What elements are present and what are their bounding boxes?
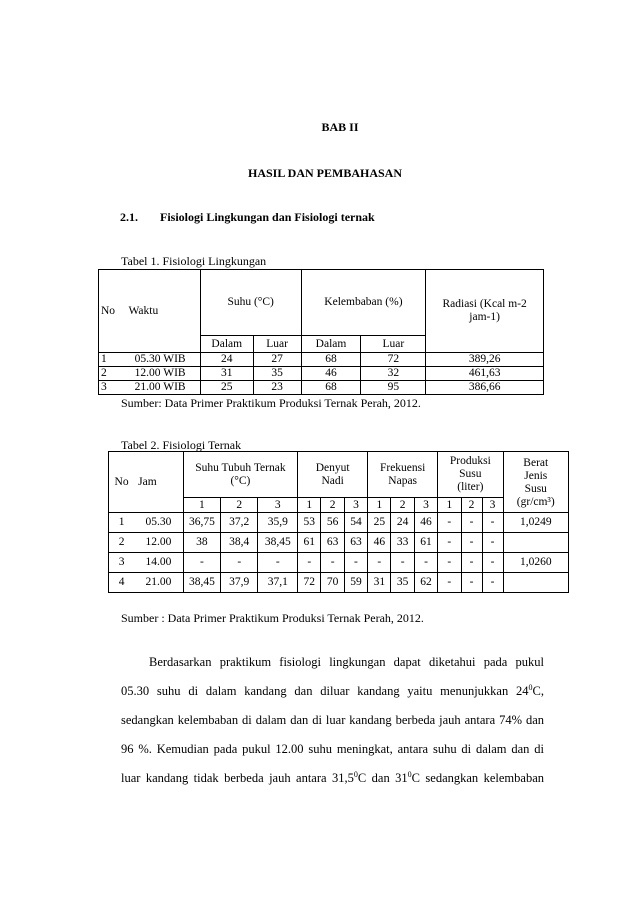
t2-header-frekuensi: Frekuensi [379, 461, 426, 474]
paragraph-line [121, 677, 544, 706]
t2-cell: - [482, 513, 503, 533]
t2-sub-header: 1 [183, 498, 220, 513]
t2-header-jam: Jam [134, 452, 183, 513]
paragraph-sup: 0 [353, 769, 358, 779]
t1-header-dalam: Dalam [301, 336, 361, 353]
t2-sub-header: 2 [391, 498, 414, 513]
t2-cell: - [461, 573, 482, 593]
t2-header-nadi: Nadi [321, 474, 344, 487]
t1-header-luar: Luar [253, 336, 301, 353]
t2-cell: - [391, 553, 414, 573]
t1-cell: 389,26 [426, 353, 544, 367]
t2-cell: 56 [321, 513, 344, 533]
table-row [99, 381, 544, 395]
t1-cell: 95 [361, 381, 426, 395]
t1-cell: 386,66 [426, 381, 544, 395]
t2-cell: 72 [298, 573, 321, 593]
t2-header-susu: Susu [459, 468, 482, 480]
t2-cell: 61 [298, 533, 321, 553]
t2-cell: 37,1 [258, 573, 298, 593]
paragraph-sup: 0 [407, 769, 412, 779]
t2-cell: 54 [344, 513, 367, 533]
table2-source: Sumber : Data Primer Praktikum Produksi Ternak Perah, 2012. [121, 611, 424, 625]
t2-cell: - [183, 553, 220, 573]
t1-cell: 21.00 WIB [120, 381, 200, 395]
t2-sub-header: 3 [482, 498, 503, 513]
t2-cell: 4 [109, 573, 135, 593]
table-row [109, 553, 569, 573]
t2-cell: 38,4 [221, 533, 258, 553]
t2-header-liter: (liter) [457, 481, 484, 493]
t1-cell: 24 [200, 353, 253, 367]
t2-cell: 37,9 [221, 573, 258, 593]
table1 [98, 269, 544, 395]
t2-cell: 46 [414, 513, 437, 533]
t2-cell: - [482, 573, 503, 593]
t1-cell: 23 [253, 381, 301, 395]
t1-header-dalam: Dalam [200, 336, 253, 353]
t1-cell: 25 [200, 381, 253, 395]
paragraph-text: 05.30 suhu di dalam kandang dan diluar kandang yaitu menunjukkan 24 [121, 684, 529, 698]
t1-cell: 05.30 WIB [120, 353, 200, 367]
t2-sub-header: 1 [438, 498, 461, 513]
t2-header-no: No [109, 452, 135, 513]
t2-cell: 63 [321, 533, 344, 553]
t2-cell: 25 [368, 513, 391, 533]
t2-header-denyut: Denyut [315, 461, 350, 474]
table2 [108, 451, 569, 593]
t2-header-suhu-tubuh [183, 452, 297, 498]
t1-cell: 68 [301, 381, 361, 395]
t2-cell: - [438, 513, 461, 533]
t2-cell: - [438, 553, 461, 573]
table-row [109, 513, 569, 533]
t2-header-gr-cm3: (gr/cm³) [516, 496, 555, 508]
paragraph-text: C dan 31 [357, 771, 408, 785]
t2-cell: 31 [368, 573, 391, 593]
t1-cell: 2 [99, 367, 121, 381]
t2-sub-header: 3 [258, 498, 298, 513]
t2-cell: 38,45 [258, 533, 298, 553]
paragraph-text: C, [532, 684, 544, 698]
t2-cell: - [461, 533, 482, 553]
paragraph-line [121, 764, 544, 793]
t1-cell: 35 [253, 367, 301, 381]
t2-header-frekuensi-napas [368, 452, 438, 498]
section-title: Fisiologi Lingkungan dan Fisiologi ternak [160, 210, 375, 224]
chapter-heading: BAB II [321, 120, 359, 134]
t2-sub-header: 2 [321, 498, 344, 513]
t1-cell: 31 [200, 367, 253, 381]
t2-cell: 46 [368, 533, 391, 553]
t2-cell: - [221, 553, 258, 573]
t2-cell: - [298, 553, 321, 573]
paragraph-line: Berdasarkan praktikum fisiologi lingkungan dapat diketahui pada pukul [149, 655, 544, 669]
table-row [109, 573, 569, 593]
t1-cell: 461,63 [426, 367, 544, 381]
paragraph-line: 96 %. Kemudian pada pukul 12.00 suhu meningkat, antara suhu di dalam dan di [121, 742, 544, 756]
t2-cell: - [461, 513, 482, 533]
t2-cell: 05.30 [134, 513, 183, 533]
paragraph-line: sedangkan kelembaban di dalam dan di luar kandang berbeda jauh antara 74% dan [121, 713, 544, 727]
t2-cell: 38,45 [183, 573, 220, 593]
t2-cell: 70 [321, 573, 344, 593]
t2-sub-header: 2 [221, 498, 258, 513]
t1-header-suhu: Suhu (°C) [200, 270, 301, 336]
paragraph-text: C sedangkan kelembaban [411, 771, 544, 785]
section-number: 2.1. [120, 210, 138, 224]
t2-header-berat: Berat [523, 457, 549, 469]
t1-header-no: No [101, 304, 116, 317]
t2-cell: - [461, 553, 482, 573]
t2-cell: 1,0249 [503, 513, 568, 533]
t1-header-radiasi: Radiasi (Kcal m-2 jam-1) [442, 298, 527, 323]
page-title: HASIL DAN PEMBAHASAN [247, 166, 403, 180]
t2-header-susu2: Susu [524, 483, 547, 495]
t2-cell: 38 [183, 533, 220, 553]
table-row [99, 353, 544, 367]
t2-cell: 37,2 [221, 513, 258, 533]
t2-cell: 62 [414, 573, 437, 593]
t2-header-jenis: Jenis [524, 470, 548, 482]
t2-header-berat-jenis [503, 452, 568, 513]
t1-header-kelembaban: Kelembaban (%) [301, 270, 426, 336]
t2-header-produksi: Produksi [449, 455, 491, 467]
t2-cell: - [482, 533, 503, 553]
t2-cell: 1,0260 [503, 553, 568, 573]
table1-caption: Tabel 1. Fisiologi Lingkungan [121, 254, 267, 268]
t2-cell: 2 [109, 533, 135, 553]
t2-header-suhu-unit: (°C) [230, 474, 251, 487]
t2-header-denyut-nadi [298, 452, 368, 498]
t1-cell: 72 [361, 353, 426, 367]
t2-header-napas: Napas [388, 474, 418, 487]
t1-cell: 68 [301, 353, 361, 367]
table2-caption: Tabel 2. Fisiologi Ternak [121, 438, 242, 452]
paragraph-text: luar kandang tidak berbeda jauh antara 31,5 [121, 771, 354, 785]
t2-cell: - [368, 553, 391, 573]
t2-cell [503, 573, 568, 593]
t2-cell: 63 [344, 533, 367, 553]
t1-cell: 27 [253, 353, 301, 367]
t1-cell: 32 [361, 367, 426, 381]
t1-cell: 1 [99, 353, 121, 367]
t2-cell: 61 [414, 533, 437, 553]
t2-sub-header: 1 [298, 498, 321, 513]
t2-cell: - [321, 553, 344, 573]
t2-cell: - [438, 573, 461, 593]
table1-source: Sumber: Data Primer Praktikum Produksi Ternak Perah, 2012. [121, 396, 421, 410]
t1-header-waktu: Waktu [120, 270, 200, 353]
table-row [109, 533, 569, 553]
t2-sub-header: 2 [461, 498, 482, 513]
t2-cell: 33 [391, 533, 414, 553]
t2-cell: 36,75 [183, 513, 220, 533]
t2-cell: - [438, 533, 461, 553]
t2-cell: - [414, 553, 437, 573]
t2-cell: 35,9 [258, 513, 298, 533]
t2-header-produksi-susu [438, 452, 503, 498]
t2-cell: 53 [298, 513, 321, 533]
t2-cell: 3 [109, 553, 135, 573]
t2-sub-header: 1 [368, 498, 391, 513]
paragraph-sup: 0 [528, 682, 533, 692]
t1-cell: 46 [301, 367, 361, 381]
t1-cell: 3 [99, 381, 121, 395]
t1-header-luar: Luar [361, 336, 426, 353]
t2-sub-header: 3 [414, 498, 437, 513]
t2-cell: 12.00 [134, 533, 183, 553]
body-paragraph [121, 648, 544, 793]
t2-cell [503, 533, 568, 553]
t2-cell: 59 [344, 573, 367, 593]
t2-sub-header: 3 [344, 498, 367, 513]
t1-cell: 12.00 WIB [120, 367, 200, 381]
t2-cell: 24 [391, 513, 414, 533]
t2-header-suhu-tubuh-label: Suhu Tubuh Ternak [195, 461, 286, 474]
t2-cell: 14.00 [134, 553, 183, 573]
table-row [99, 367, 544, 381]
t2-cell: - [258, 553, 298, 573]
t2-cell: 21.00 [134, 573, 183, 593]
t2-cell: 1 [109, 513, 135, 533]
t2-cell: - [344, 553, 367, 573]
t2-cell: 35 [391, 573, 414, 593]
t2-cell: - [482, 553, 503, 573]
